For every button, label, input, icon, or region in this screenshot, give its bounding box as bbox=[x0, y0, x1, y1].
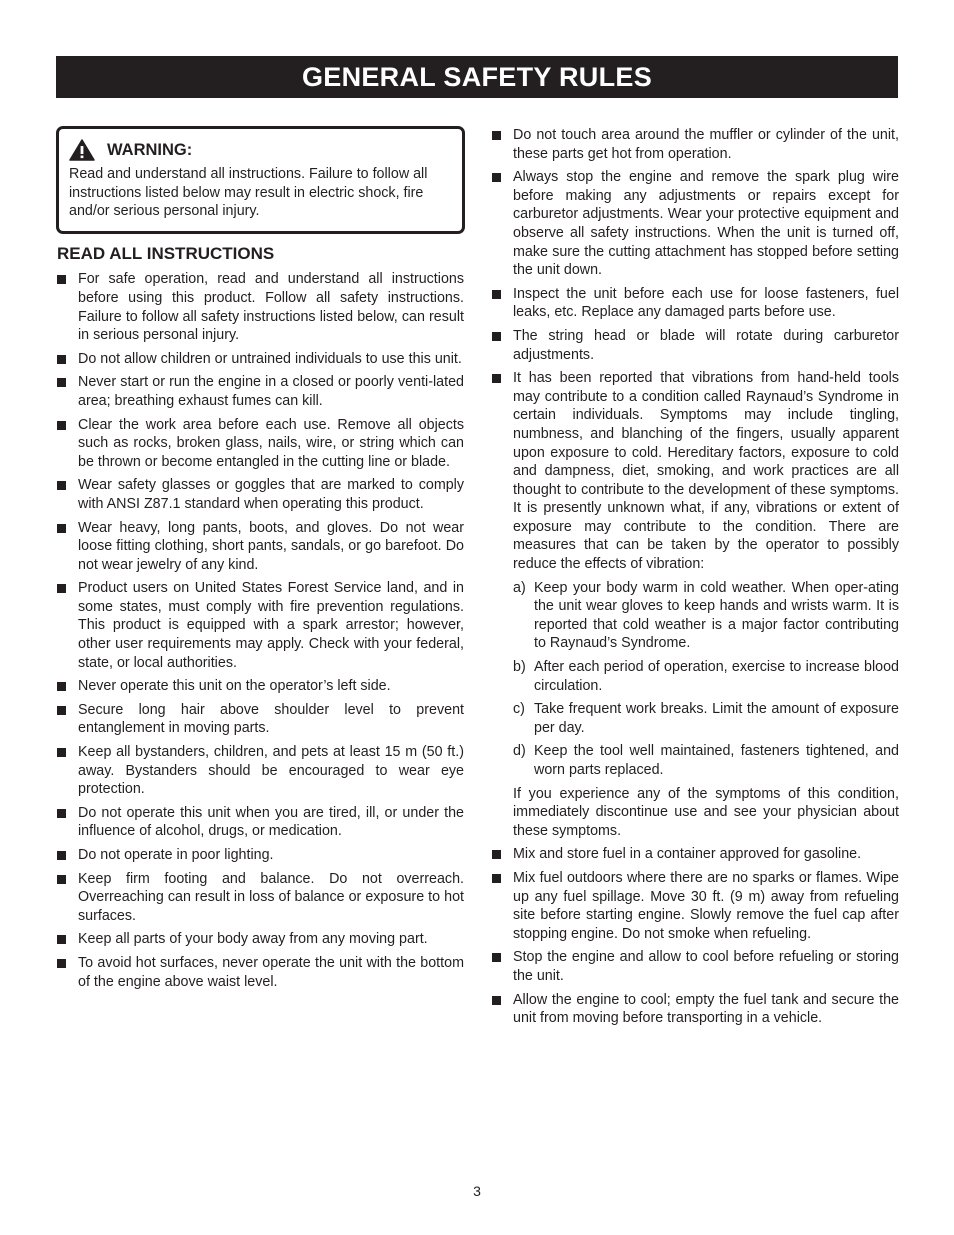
rule-text: Wear heavy, long pants, boots, and gloves. Do not wear loose fitting clothing, short pants, sandals, or go barefoot. Do not wear jewelry of any kind. bbox=[78, 519, 464, 573]
sub-item-text: Take frequent work breaks. Limit the amount of exposure per day. bbox=[534, 701, 899, 736]
rule-text: Always stop the engine and remove the spark plug wire before making any adjustments or repairs except for carburetor adjustments. Wear your protective equipment and observe all safety instructions. When the unit is turned off, make sure the cutting attachment has stopped before setting the unit down. bbox=[513, 169, 899, 279]
warning-header bbox=[69, 139, 452, 161]
list-item bbox=[491, 285, 899, 322]
page-number: 3 bbox=[473, 1183, 481, 1199]
bullet-square-icon bbox=[492, 996, 501, 1005]
sub-item-marker: b) bbox=[513, 659, 526, 676]
bullet-square-icon bbox=[57, 378, 66, 387]
rule-text: Do not operate in poor lighting. bbox=[78, 847, 274, 863]
right-rules-list-a bbox=[491, 126, 899, 364]
page-title: GENERAL SAFETY RULES bbox=[301, 62, 653, 92]
left-rules-list bbox=[56, 270, 464, 991]
sub-list-item bbox=[513, 742, 899, 779]
bullet-square-icon bbox=[57, 421, 66, 430]
bullet-square-icon bbox=[57, 748, 66, 757]
vibration-subitems bbox=[513, 579, 899, 780]
list-item bbox=[56, 930, 464, 949]
rule-text: Never operate this unit on the operator’s left side. bbox=[78, 678, 391, 695]
rule-text: Inspect the unit before each use for loose fasteners, fuel leaks, etc. Replace any damaged parts before use. bbox=[513, 285, 899, 321]
sub-item-text: Keep your body warm in cold weather. When oper-ating the unit wear gloves to keep hands and wrists warm. It is reported that cold weather is a major factor contributing to Raynaud’s Syndrome. bbox=[534, 579, 899, 652]
sub-list-item bbox=[513, 700, 899, 737]
bullet-square-icon bbox=[492, 953, 501, 962]
bullet-square-icon bbox=[492, 374, 501, 383]
left-column bbox=[56, 126, 464, 996]
bullet-square-icon bbox=[492, 874, 501, 883]
sub-item-marker: d) bbox=[513, 743, 526, 760]
bullet-square-icon bbox=[57, 524, 66, 533]
list-item bbox=[491, 991, 899, 1028]
warning-text: Read and understand all instructions. Failure to follow all instructions listed below may result in electric shock, fire and/or serious personal injury. bbox=[69, 166, 428, 220]
right-column bbox=[491, 126, 899, 1033]
list-item bbox=[491, 948, 899, 985]
bullet-square-icon bbox=[57, 809, 66, 818]
rule-text: Keep all parts of your body away from any moving part. bbox=[78, 931, 428, 948]
list-item bbox=[56, 350, 464, 369]
rule-text: Do not allow children or untrained individuals to use this unit. bbox=[78, 350, 462, 367]
list-item bbox=[491, 168, 899, 280]
list-item bbox=[56, 476, 464, 513]
bullet-square-icon bbox=[492, 850, 501, 859]
warning-heading: WARNING: bbox=[107, 140, 193, 159]
list-item bbox=[491, 327, 899, 364]
vibration-text: It has been reported that vibrations from hand-held tools may contribute to a condition called Raynaud’s Syndrome in certain individuals. Symptoms may include tingling, numbness, and blanching of the fingers, usually apparent upon exposure to cold. Hereditary factors, exposure to cold and dampness, diet, smoking, and work practices are all thought to contribute to the development of these symptoms. It is presently unknown what, if any, vibrations or extent of exposure may contribute to the condition. There are measures that can be taken by the operator to possibly reduce the effects of vibration: bbox=[513, 370, 899, 573]
rule-text: Secure long hair above shoulder level to prevent entanglement in moving parts. bbox=[78, 701, 464, 737]
list-item bbox=[56, 846, 464, 865]
warning-triangle-icon bbox=[69, 139, 95, 161]
rule-text: The string head or blade will rotate during carburetor adjustments. bbox=[513, 327, 899, 363]
bullet-square-icon bbox=[57, 851, 66, 860]
rule-text: Clear the work area before each use. Remove all objects such as rocks, broken glass, nails, wire, or string which can be thrown or become entangled in the cutting line or blade. bbox=[78, 416, 464, 470]
bullet-square-icon bbox=[57, 481, 66, 490]
list-item bbox=[56, 519, 464, 575]
vibration-after-text: If you experience any of the symptoms of this condition, immediately discontinue use and see your physician about these symptoms. bbox=[513, 785, 899, 839]
sub-item-marker: c) bbox=[513, 701, 525, 718]
bullet-square-icon bbox=[492, 332, 501, 341]
bullet-square-icon bbox=[57, 959, 66, 968]
bullet-square-icon bbox=[57, 875, 66, 884]
list-item bbox=[56, 373, 464, 410]
list-item bbox=[56, 743, 464, 799]
list-item bbox=[56, 416, 464, 472]
sub-item-text: Keep the tool well maintained, fasteners tightened, and worn parts replaced. bbox=[534, 743, 899, 778]
rule-text: Mix and store fuel in a container approved for gasoline. bbox=[513, 846, 862, 863]
list-item bbox=[56, 870, 464, 926]
list-item bbox=[56, 270, 464, 344]
bullet-square-icon bbox=[57, 275, 66, 284]
list-item bbox=[56, 579, 464, 672]
list-item bbox=[491, 126, 899, 163]
list-item bbox=[491, 845, 899, 864]
sub-list-item bbox=[513, 579, 899, 653]
bullet-square-icon bbox=[492, 173, 501, 182]
warning-box bbox=[56, 126, 465, 234]
vibration-rule-list bbox=[491, 369, 899, 779]
sub-list-item bbox=[513, 658, 899, 695]
bullet-square-icon bbox=[492, 290, 501, 299]
rule-text: Keep all bystanders, children, and pets at least 15 m (50 ft.) away. Bystanders should be encouraged to wear eye protection. bbox=[78, 744, 464, 798]
title-bar bbox=[56, 56, 898, 98]
rule-text: Wear safety glasses or goggles that are marked to comply with ANSI Z87.1 standard when operating this product. bbox=[78, 477, 464, 512]
bullet-square-icon bbox=[57, 935, 66, 944]
bullet-square-icon bbox=[492, 131, 501, 140]
list-item bbox=[56, 677, 464, 696]
rule-text: Product users on United States Forest Service land, and in some states, must comply with fire prevention regulations. This product is equipped with a spark arrestor; however, other user requirements may apply. Check with your federal, state, or local authorities. bbox=[78, 580, 464, 671]
bullet-square-icon bbox=[57, 706, 66, 715]
rule-text: Do not operate this unit when you are tired, ill, or under the influence of alcohol, drugs, or medication. bbox=[78, 804, 464, 840]
list-item bbox=[491, 869, 899, 943]
rule-text: To avoid hot surfaces, never operate the unit with the bottom of the engine above waist level. bbox=[78, 954, 464, 990]
rule-text: Allow the engine to cool; empty the fuel tank and secure the unit from moving before transporting in a vehicle. bbox=[513, 991, 899, 1027]
rule-text: Do not touch area around the muffler or cylinder of the unit, these parts get hot from operation. bbox=[513, 127, 899, 162]
rule-text: Keep firm footing and balance. Do not overreach. Overreaching can result in loss of balance or exposure to hot surfaces. bbox=[78, 870, 464, 924]
bullet-square-icon bbox=[57, 682, 66, 691]
bullet-square-icon bbox=[57, 355, 66, 364]
section-heading: READ ALL INSTRUCTIONS bbox=[57, 243, 275, 263]
rule-text: For safe operation, read and understand all instructions before using this product. Follow all safety instructions. Failure to follow all safety instructions listed below, can result in serious personal injury. bbox=[78, 271, 464, 344]
rule-text: Mix fuel outdoors where there are no sparks or flames. Wipe up any fuel spillage. Move 30 ft. (9 m) away from refueling site before starting engine. Slowly remove the fuel cap after stopping engine. Do not smoke when refueling. bbox=[513, 869, 899, 942]
rule-text: Never start or run the engine in a closed or poorly venti-lated area; breathing exhaust fumes can kill. bbox=[78, 374, 464, 409]
sub-item-text: After each period of operation, exercise to increase blood circulation. bbox=[534, 659, 899, 694]
list-item bbox=[56, 804, 464, 841]
list-item bbox=[491, 369, 899, 779]
list-item bbox=[56, 954, 464, 991]
sub-item-marker: a) bbox=[513, 579, 526, 596]
right-rules-list-b bbox=[491, 845, 899, 1027]
list-item bbox=[56, 701, 464, 738]
rule-text: Stop the engine and allow to cool before refueling or storing the unit. bbox=[513, 949, 899, 984]
bullet-square-icon bbox=[57, 584, 66, 593]
